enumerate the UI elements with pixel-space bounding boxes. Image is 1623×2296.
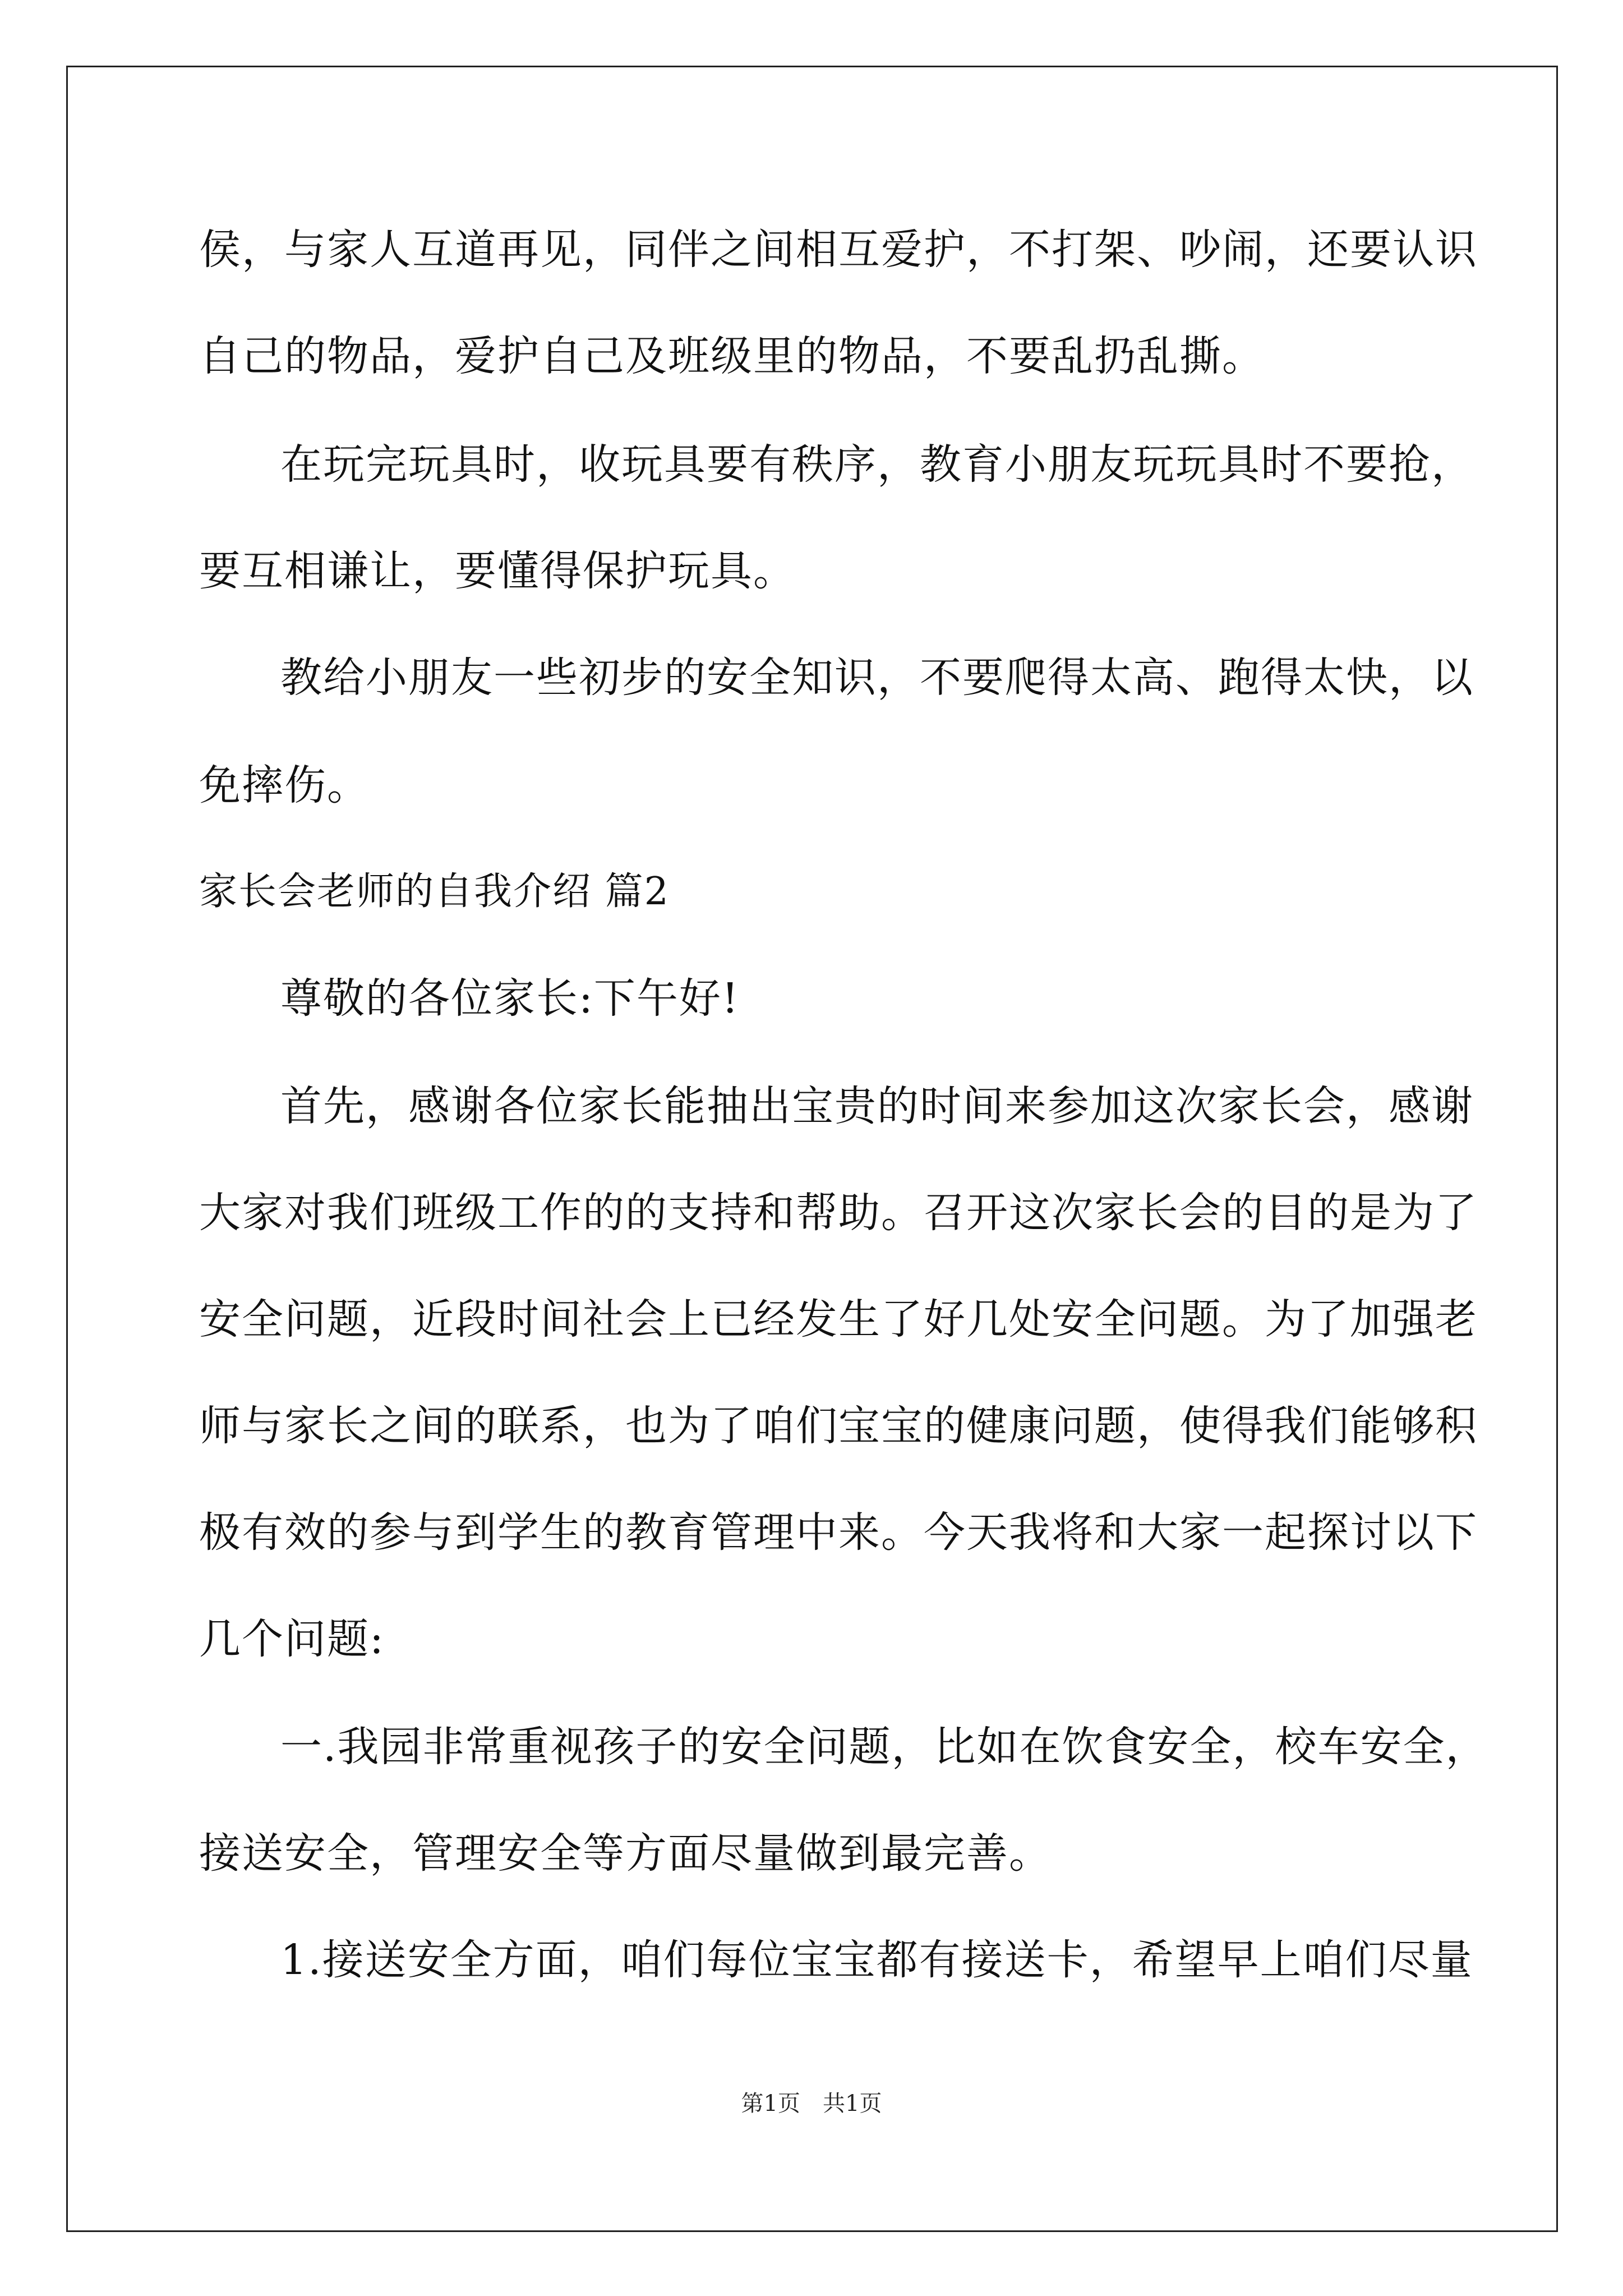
body-text-line: 一.我园非常重视孩子的安全问题，比如在饮食安全，校车安全， (280, 1723, 1488, 1771)
greeting-line: 尊敬的各位家长:下午好! (280, 974, 740, 1023)
body-text-line: 免摔伤。 (199, 761, 370, 809)
body-text-line: 1.接送安全方面，咱们每位宝宝都有接送卡，希望早上咱们尽量 (280, 1936, 1473, 1984)
body-text-line: 接送安全，管理安全等方面尽量做到最完善。 (199, 1829, 1052, 1878)
body-text-line: 教给小朋友一些初步的安全知识，不要爬得太高、跑得太快，以 (280, 654, 1474, 702)
body-text-line: 自己的物品，爱护自己及班级里的物品，不要乱扔乱撕。 (199, 332, 1265, 380)
body-text-line: 在玩完玩具时，收玩具要有秩序，教育小朋友玩玩具时不要抢， (280, 440, 1474, 489)
page-number-footer: 第1页 共1页 (741, 2091, 882, 2116)
body-text-line: 首先，感谢各位家长能抽出宝贵的时间来参加这次家长会，感谢 (280, 1082, 1474, 1130)
body-text-line: 师与家长之间的联系，也为了咱们宝宝的健康问题，使得我们能够积 (199, 1402, 1478, 1450)
body-text-line: 几个问题: (199, 1615, 385, 1663)
body-text-line: 安全问题，近段时间社会上已经发生了好几处安全问题。为了加强老 (199, 1295, 1478, 1343)
body-text-line: 大家对我们班级工作的的支持和帮助。召开这次家长会的目的是为了 (199, 1189, 1478, 1237)
body-text-line: 要互相谦让，要懂得保护玩具。 (199, 547, 796, 595)
body-text-line: 侯，与家人互道再见，同伴之间相互爱护，不打架、吵闹，还要认识 (199, 226, 1478, 274)
body-text-line: 极有效的参与到学生的教育管理中来。今天我将和大家一起探讨以下 (199, 1508, 1478, 1557)
page-border (66, 66, 1558, 2232)
section-heading: 家长会老师的自我介绍 篇2 (199, 869, 670, 914)
